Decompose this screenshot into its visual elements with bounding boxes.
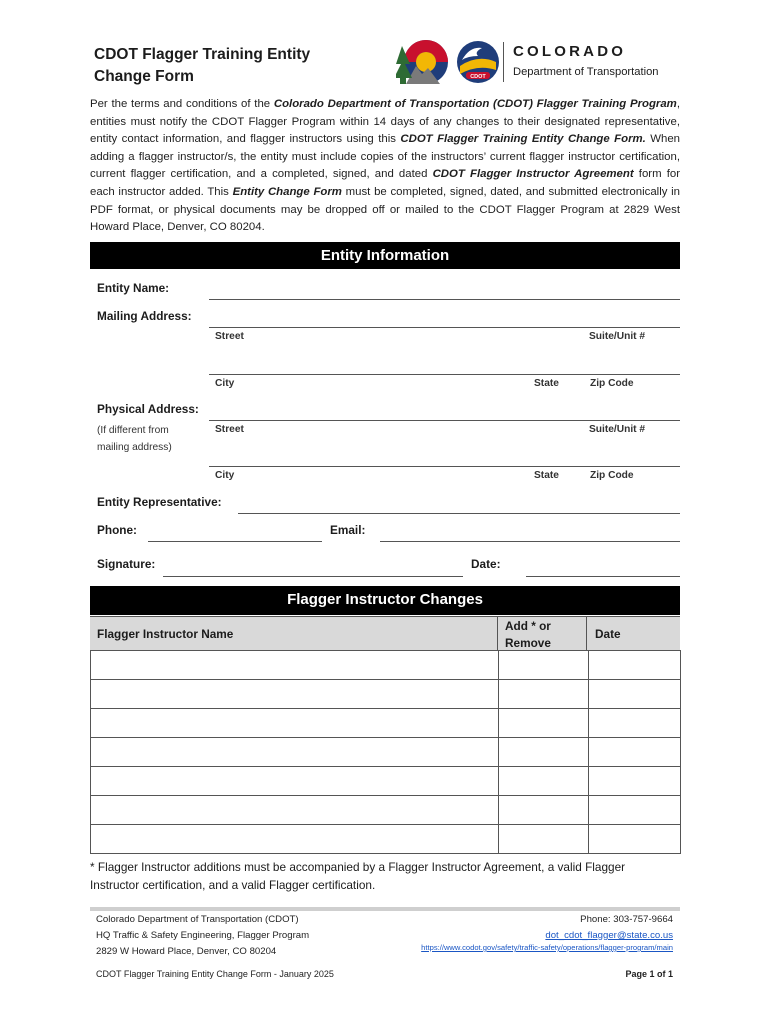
date-cell[interactable]	[589, 825, 680, 853]
add-remove-cell[interactable]	[499, 738, 589, 766]
instructor-changes-header: Flagger Instructor Changes	[90, 586, 680, 615]
add-remove-line1: Add * or	[505, 619, 551, 633]
date-label: Date:	[471, 557, 501, 571]
instructor-table-header	[90, 616, 680, 651]
email-label: Email:	[330, 523, 366, 537]
date-cell[interactable]	[589, 767, 680, 795]
intro-text: When adding a flagger instructor/s, the entity must include copies of the instructors’ current flagger instructor certification, current flagger certification, and a completed, signed, and dated	[90, 133, 680, 181]
column-header-instructor-name: Flagger Instructor Name	[97, 627, 234, 641]
date-cell[interactable]	[589, 738, 680, 766]
footer-address	[96, 912, 309, 960]
instructor-name-cell[interactable]	[91, 651, 499, 679]
physical-street-caption: Street	[215, 424, 244, 435]
intro-text: must be completed, signed, dated, and submitted electronically in PDF format, or physical documents may be dropped off or mailed to the CDOT Flagger Program at 2829 West Howard Place, Denver, CO 80204.	[90, 185, 681, 234]
mailing-address-label: Mailing Address:	[97, 309, 192, 323]
intro-program-name: Colorado Department of Transportation (CDOT) Flagger Training Program	[273, 98, 677, 110]
footnote-line1: * Flagger Instructor additions must be accompanied by a Flagger Instructor Agreement, a valid Flagger	[90, 860, 626, 874]
add-remove-cell[interactable]	[499, 680, 589, 708]
footer-email-link[interactable]: dot_cdot_flagger@state.co.us	[545, 930, 673, 941]
physical-state-caption: State	[534, 470, 559, 481]
instructor-name-cell[interactable]	[91, 767, 499, 795]
column-header-date: Date	[595, 627, 621, 641]
add-remove-cell[interactable]	[499, 767, 589, 795]
add-remove-cell[interactable]	[499, 825, 589, 853]
physical-note-line1: (If different from	[97, 425, 169, 436]
column-divider	[586, 617, 587, 651]
intro-entity-change-form: Entity Change Form	[232, 185, 342, 198]
table-row	[91, 738, 680, 767]
entity-representative-label: Entity Representative:	[97, 495, 222, 509]
column-divider	[497, 617, 498, 651]
date-cell[interactable]	[589, 796, 680, 824]
entity-name-field[interactable]	[209, 299, 680, 300]
intro-agreement-name: CDOT Flagger Instructor Agreement	[432, 168, 634, 181]
instructor-name-cell[interactable]	[91, 825, 499, 853]
form-title	[94, 44, 310, 88]
date-cell[interactable]	[589, 709, 680, 737]
intro-text: , entities must notify the CDOT Flagger Program within 14 days of any changes to their designated representative, entity contact information, and flagger instructors using this	[90, 98, 680, 146]
table-row	[91, 680, 680, 709]
add-remove-line2: Remove	[505, 636, 551, 650]
column-header-add-remove	[505, 618, 551, 652]
intro-text: form for each instructor added. This	[90, 168, 680, 198]
instructor-footnote	[90, 858, 680, 894]
physical-street-field[interactable]	[209, 420, 680, 421]
form-title-line2: Change Form	[94, 68, 194, 85]
footer-phone: Phone: 303-757-9664	[580, 914, 673, 925]
table-row	[91, 796, 680, 825]
intro-text: Per the terms and conditions of the	[90, 98, 274, 110]
entity-representative-field[interactable]	[238, 513, 680, 514]
phone-field[interactable]	[148, 541, 322, 542]
mailing-zip-caption: Zip Code	[590, 378, 634, 389]
footer-street: 2829 W Howard Place, Denver, CO 80204	[96, 946, 277, 957]
form-title-line1: CDOT Flagger Training Entity	[94, 46, 311, 63]
instructor-name-cell[interactable]	[91, 738, 499, 766]
signature-field[interactable]	[163, 576, 463, 577]
footer-form-name: CDOT Flagger Training Entity Change Form - January 2025	[96, 969, 334, 979]
date-field[interactable]	[526, 576, 680, 577]
physical-city-caption: City	[215, 470, 235, 481]
add-remove-cell[interactable]	[499, 651, 589, 679]
phone-label: Phone:	[97, 523, 137, 537]
add-remove-cell[interactable]	[499, 709, 589, 737]
physical-address-note	[97, 422, 172, 456]
table-row	[91, 651, 680, 680]
mailing-city-caption: City	[215, 378, 235, 389]
cdot-badge-text: CDOT	[470, 74, 486, 80]
footer-contact	[545, 912, 673, 944]
table-row	[91, 767, 680, 796]
mailing-suite-caption: Suite/Unit #	[589, 331, 646, 342]
footer-org: Colorado Department of Transportation (CDOT)	[96, 914, 299, 925]
email-field[interactable]	[380, 541, 680, 542]
signature-label: Signature:	[97, 557, 156, 571]
table-row	[91, 709, 680, 738]
mailing-street-caption: Street	[215, 331, 244, 342]
physical-zip-caption: Zip Code	[590, 470, 634, 481]
physical-address-label: Physical Address:	[97, 402, 199, 416]
logo-state-name: COLORADO	[513, 43, 627, 60]
mailing-state-caption: State	[534, 378, 559, 389]
footer-website-link[interactable]: https://www.codot.gov/safety/traffic-safety/operations/flagger-program/main	[421, 943, 673, 952]
date-cell[interactable]	[589, 680, 680, 708]
instructor-name-cell[interactable]	[91, 709, 499, 737]
physical-city-state-zip-field[interactable]	[209, 466, 680, 467]
date-cell[interactable]	[589, 651, 680, 679]
intro-paragraph	[90, 96, 680, 237]
instructor-name-cell[interactable]	[91, 680, 499, 708]
footer-program: HQ Traffic & Safety Engineering, Flagger Program	[96, 930, 310, 941]
instructor-table-body	[90, 650, 681, 854]
physical-note-line2: mailing address)	[97, 442, 172, 453]
footer-page-number: Page 1 of 1	[625, 969, 673, 979]
add-remove-cell[interactable]	[499, 796, 589, 824]
footnote-line2: Instructor certification, and a valid Flagger certification.	[90, 878, 376, 892]
footer-divider	[90, 907, 680, 911]
table-row	[91, 825, 680, 853]
mailing-street-field[interactable]	[209, 327, 680, 328]
logo-department-name: Department of Transportation	[513, 66, 659, 78]
mailing-city-state-zip-field[interactable]	[209, 374, 680, 375]
physical-suite-caption: Suite/Unit #	[589, 424, 646, 435]
entity-name-label: Entity Name:	[97, 281, 170, 295]
colorado-c-logo-icon	[396, 38, 508, 88]
logo-divider	[503, 42, 504, 82]
instructor-name-cell[interactable]	[91, 796, 499, 824]
intro-form-name: CDOT Flagger Training Entity Change Form.	[400, 133, 646, 146]
entity-information-header: Entity Information	[90, 242, 680, 269]
